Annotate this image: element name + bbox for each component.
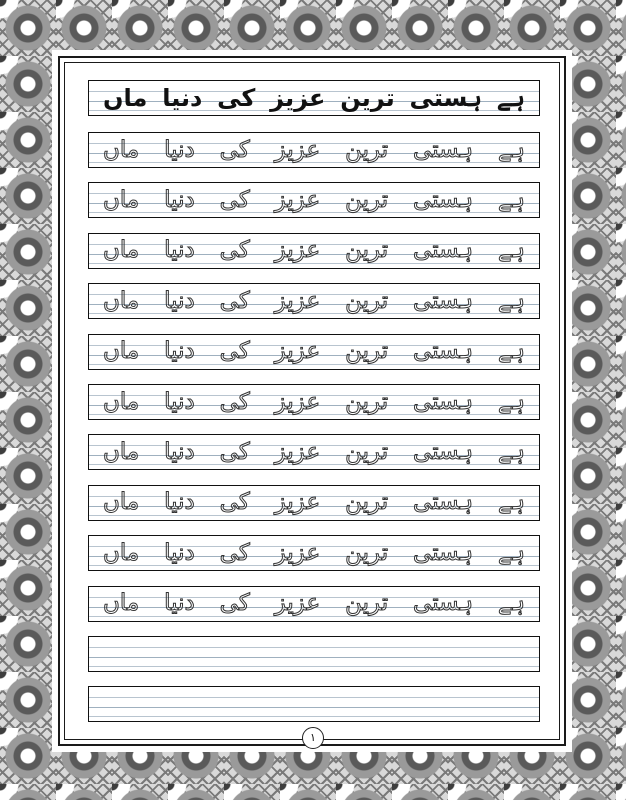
trace-row[interactable] (88, 485, 540, 521)
worksheet-page (58, 56, 566, 746)
word-6: ہستی (409, 84, 483, 112)
trace-word-5: ترین (345, 287, 389, 314)
trace-word-7: ہے (498, 186, 525, 213)
trace-word-3: کی (219, 489, 250, 516)
trace-word-3: کی (219, 438, 250, 465)
trace-word-5: ترین (345, 438, 389, 465)
trace-word-7: ہے (498, 489, 525, 516)
trace-word-2: دنیا (164, 388, 195, 415)
trace-word-2: دنیا (164, 237, 195, 264)
trace-word-3: کی (219, 237, 250, 264)
trace-word-4: عزیز (274, 287, 321, 314)
trace-word-2: دنیا (164, 186, 195, 213)
trace-word-7: ہے (498, 338, 525, 365)
trace-word-7: ہے (498, 287, 525, 314)
trace-word-6: ہستی (413, 287, 474, 314)
trace-word-5: ترین (345, 136, 389, 163)
model-words (89, 81, 539, 115)
trace-word-3: کی (219, 539, 250, 566)
trace-word-6: ہستی (413, 186, 474, 213)
model-sentence-row (88, 80, 540, 116)
trace-word-1: ماں (103, 136, 140, 163)
trace-word-3: کی (219, 590, 250, 617)
trace-word-4: عزیز (274, 438, 321, 465)
trace-word-4: عزیز (274, 590, 321, 617)
trace-word-4: عزیز (274, 388, 321, 415)
trace-word-2: دنیا (164, 136, 195, 163)
trace-words (89, 385, 539, 419)
trace-words (89, 234, 539, 268)
trace-word-7: ہے (498, 539, 525, 566)
trace-word-5: ترین (345, 539, 389, 566)
trace-word-6: ہستی (413, 539, 474, 566)
word-2: دنیا (162, 84, 203, 112)
trace-words (89, 536, 539, 570)
trace-word-3: کی (219, 338, 250, 365)
trace-row[interactable] (88, 535, 540, 571)
trace-words (89, 133, 539, 167)
word-5: ترین (340, 84, 395, 112)
trace-row[interactable] (88, 586, 540, 622)
word-4: عزیز (270, 84, 326, 112)
trace-word-1: ماں (103, 338, 140, 365)
trace-word-5: ترین (345, 590, 389, 617)
blank-writing-row[interactable] (88, 636, 540, 672)
trace-word-6: ہستی (413, 590, 474, 617)
trace-word-2: دنیا (164, 287, 195, 314)
trace-word-1: ماں (103, 388, 140, 415)
trace-word-4: عزیز (274, 136, 321, 163)
trace-row[interactable] (88, 283, 540, 319)
trace-word-4: عزیز (274, 539, 321, 566)
guide-line-bottom (89, 666, 539, 667)
trace-word-3: کی (219, 287, 250, 314)
trace-word-5: ترین (345, 388, 389, 415)
trace-word-5: ترین (345, 489, 389, 516)
trace-word-2: دنیا (164, 590, 195, 617)
trace-word-2: دنیا (164, 489, 195, 516)
guide-line-bottom (89, 716, 539, 717)
page-number-badge: ۱ (302, 727, 324, 749)
trace-words (89, 587, 539, 621)
guide-line-top (89, 647, 539, 648)
trace-word-7: ہے (498, 136, 525, 163)
trace-word-6: ہستی (413, 338, 474, 365)
trace-row[interactable] (88, 334, 540, 370)
trace-word-2: دنیا (164, 338, 195, 365)
word-3: کی (217, 84, 256, 112)
trace-word-2: دنیا (164, 438, 195, 465)
trace-word-1: ماں (103, 438, 140, 465)
trace-word-7: ہے (498, 590, 525, 617)
trace-word-6: ہستی (413, 136, 474, 163)
trace-word-7: ہے (498, 438, 525, 465)
trace-words (89, 284, 539, 318)
trace-word-3: کی (219, 186, 250, 213)
trace-word-5: ترین (345, 237, 389, 264)
trace-words (89, 435, 539, 469)
guide-line-top (89, 697, 539, 698)
word-7: ہے (496, 84, 525, 112)
trace-word-3: کی (219, 136, 250, 163)
trace-row[interactable] (88, 233, 540, 269)
blank-writing-row[interactable] (88, 686, 540, 722)
guide-line-baseline (89, 657, 539, 658)
trace-word-1: ماں (103, 590, 140, 617)
trace-word-5: ترین (345, 338, 389, 365)
trace-word-1: ماں (103, 489, 140, 516)
trace-word-6: ہستی (413, 489, 474, 516)
trace-row[interactable] (88, 182, 540, 218)
trace-word-6: ہستی (413, 237, 474, 264)
trace-word-4: عزیز (274, 489, 321, 516)
trace-word-3: کی (219, 388, 250, 415)
trace-word-6: ہستی (413, 438, 474, 465)
trace-word-7: ہے (498, 237, 525, 264)
trace-row[interactable] (88, 132, 540, 168)
trace-word-7: ہے (498, 388, 525, 415)
trace-words (89, 486, 539, 520)
trace-word-4: عزیز (274, 186, 321, 213)
trace-word-6: ہستی (413, 388, 474, 415)
trace-words (89, 335, 539, 369)
trace-word-4: عزیز (274, 237, 321, 264)
trace-word-1: ماں (103, 186, 140, 213)
trace-word-1: ماں (103, 237, 140, 264)
trace-word-1: ماں (103, 287, 140, 314)
trace-word-2: دنیا (164, 539, 195, 566)
trace-words (89, 183, 539, 217)
trace-word-5: ترین (345, 186, 389, 213)
trace-word-1: ماں (103, 539, 140, 566)
trace-row[interactable] (88, 384, 540, 420)
word-1: ماں (103, 84, 148, 112)
trace-row[interactable] (88, 434, 540, 470)
trace-word-4: عزیز (274, 338, 321, 365)
guide-line-baseline (89, 707, 539, 708)
